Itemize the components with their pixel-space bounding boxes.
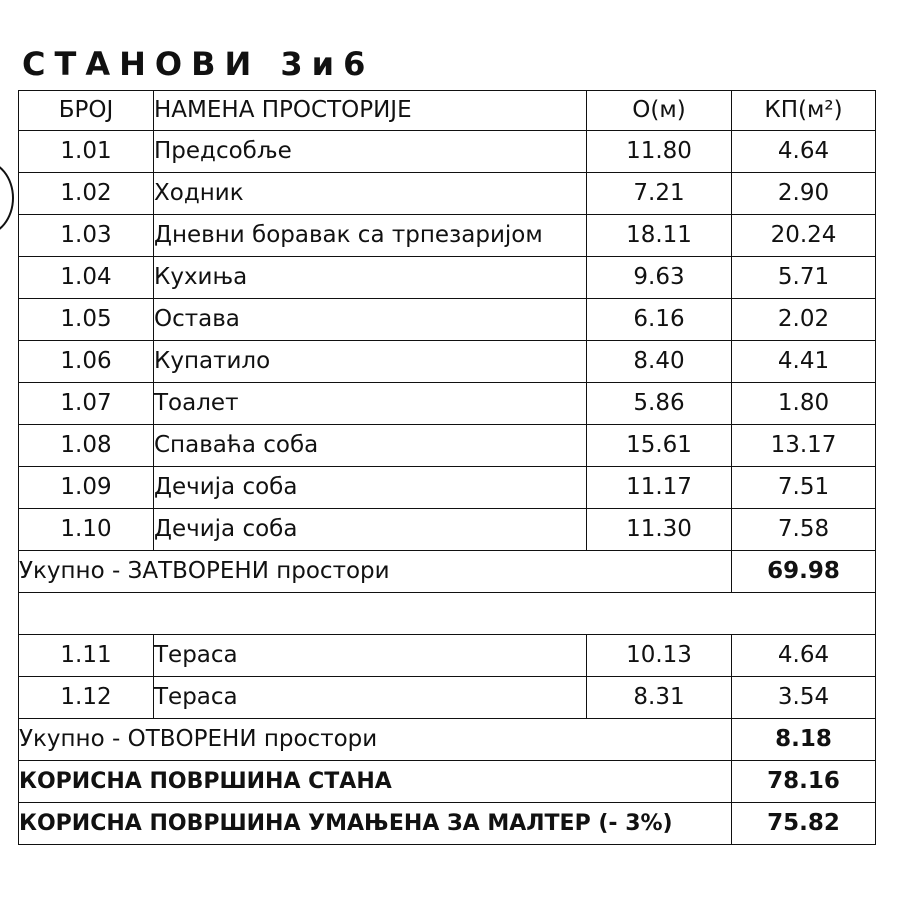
room-perimeter: 10.13 [587, 635, 732, 677]
room-number: 1.06 [19, 341, 154, 383]
header-room-purpose: НАМЕНА ПРОСТОРИЈЕ [154, 91, 587, 131]
room-perimeter: 8.31 [587, 677, 732, 719]
room-name: Дечија соба [154, 509, 587, 551]
room-name: Тоалет [154, 383, 587, 425]
room-perimeter: 6.16 [587, 299, 732, 341]
room-area: 5.71 [732, 257, 876, 299]
room-perimeter: 18.11 [587, 215, 732, 257]
room-perimeter: 11.17 [587, 467, 732, 509]
table-row [19, 509, 876, 551]
open-total-row [19, 719, 876, 761]
reduced-area-row [19, 803, 876, 845]
room-area: 7.58 [732, 509, 876, 551]
table-row [19, 467, 876, 509]
room-number: 1.08 [19, 425, 154, 467]
room-name: Тераса [154, 635, 587, 677]
room-name: Купатило [154, 341, 587, 383]
room-perimeter: 8.40 [587, 341, 732, 383]
room-number: 1.10 [19, 509, 154, 551]
room-name: Дечија соба [154, 467, 587, 509]
spacer-row [19, 593, 876, 635]
header-perimeter: О(м) [587, 91, 732, 131]
room-name: Тераса [154, 677, 587, 719]
room-number: 1.02 [19, 173, 154, 215]
drawing-circle-fragment [0, 160, 14, 236]
table-row [19, 425, 876, 467]
room-area: 1.80 [732, 383, 876, 425]
table-row [19, 299, 876, 341]
room-name: Дневни боравак са трпезаријом [154, 215, 587, 257]
room-name: Остава [154, 299, 587, 341]
room-perimeter: 7.21 [587, 173, 732, 215]
header-number: БРОЈ [19, 91, 154, 131]
room-area: 2.02 [732, 299, 876, 341]
open-total-row-label: Укупно - ОТВОРЕНИ простори [19, 719, 732, 761]
table-header-row [19, 91, 876, 131]
room-number: 1.04 [19, 257, 154, 299]
room-number: 1.11 [19, 635, 154, 677]
table-row [19, 341, 876, 383]
room-perimeter: 11.30 [587, 509, 732, 551]
room-perimeter: 15.61 [587, 425, 732, 467]
room-name: Предсобље [154, 131, 587, 173]
reduced-area-row-label: КОРИСНА ПОВРШИНА УМАЊЕНА ЗА МАЛТЕР (- 3%) [19, 803, 732, 845]
room-area: 2.90 [732, 173, 876, 215]
room-number: 1.12 [19, 677, 154, 719]
room-area: 7.51 [732, 467, 876, 509]
table-row [19, 131, 876, 173]
usable-area-row-label: КОРИСНА ПОВРШИНА СТАНА [19, 761, 732, 803]
closed-total-row-label: Укупно - ЗАТВОРЕНИ простори [19, 551, 732, 593]
room-number: 1.01 [19, 131, 154, 173]
room-name: Спаваћа соба [154, 425, 587, 467]
table-row [19, 677, 876, 719]
room-perimeter: 9.63 [587, 257, 732, 299]
closed-total-row-value: 69.98 [732, 551, 876, 593]
room-area: 13.17 [732, 425, 876, 467]
usable-area-row [19, 761, 876, 803]
table-row [19, 173, 876, 215]
room-number: 1.09 [19, 467, 154, 509]
closed-total-row [19, 551, 876, 593]
room-number: 1.07 [19, 383, 154, 425]
table-row [19, 635, 876, 677]
header-area: КП(м²) [732, 91, 876, 131]
open-total-row-value: 8.18 [732, 719, 876, 761]
room-perimeter: 11.80 [587, 131, 732, 173]
table-row [19, 257, 876, 299]
room-perimeter: 5.86 [587, 383, 732, 425]
room-area-table [18, 90, 876, 845]
room-name: Ходник [154, 173, 587, 215]
room-number: 1.05 [19, 299, 154, 341]
room-number: 1.03 [19, 215, 154, 257]
room-area: 4.64 [732, 635, 876, 677]
spacer-cell [19, 593, 876, 635]
room-area: 3.54 [732, 677, 876, 719]
room-area: 4.64 [732, 131, 876, 173]
room-area: 20.24 [732, 215, 876, 257]
room-area: 4.41 [732, 341, 876, 383]
usable-area-row-value: 78.16 [732, 761, 876, 803]
room-name: Кухиња [154, 257, 587, 299]
page-title: СТАНОВИ 3и6 [22, 45, 375, 83]
reduced-area-row-value: 75.82 [732, 803, 876, 845]
table-row [19, 215, 876, 257]
table-row [19, 383, 876, 425]
